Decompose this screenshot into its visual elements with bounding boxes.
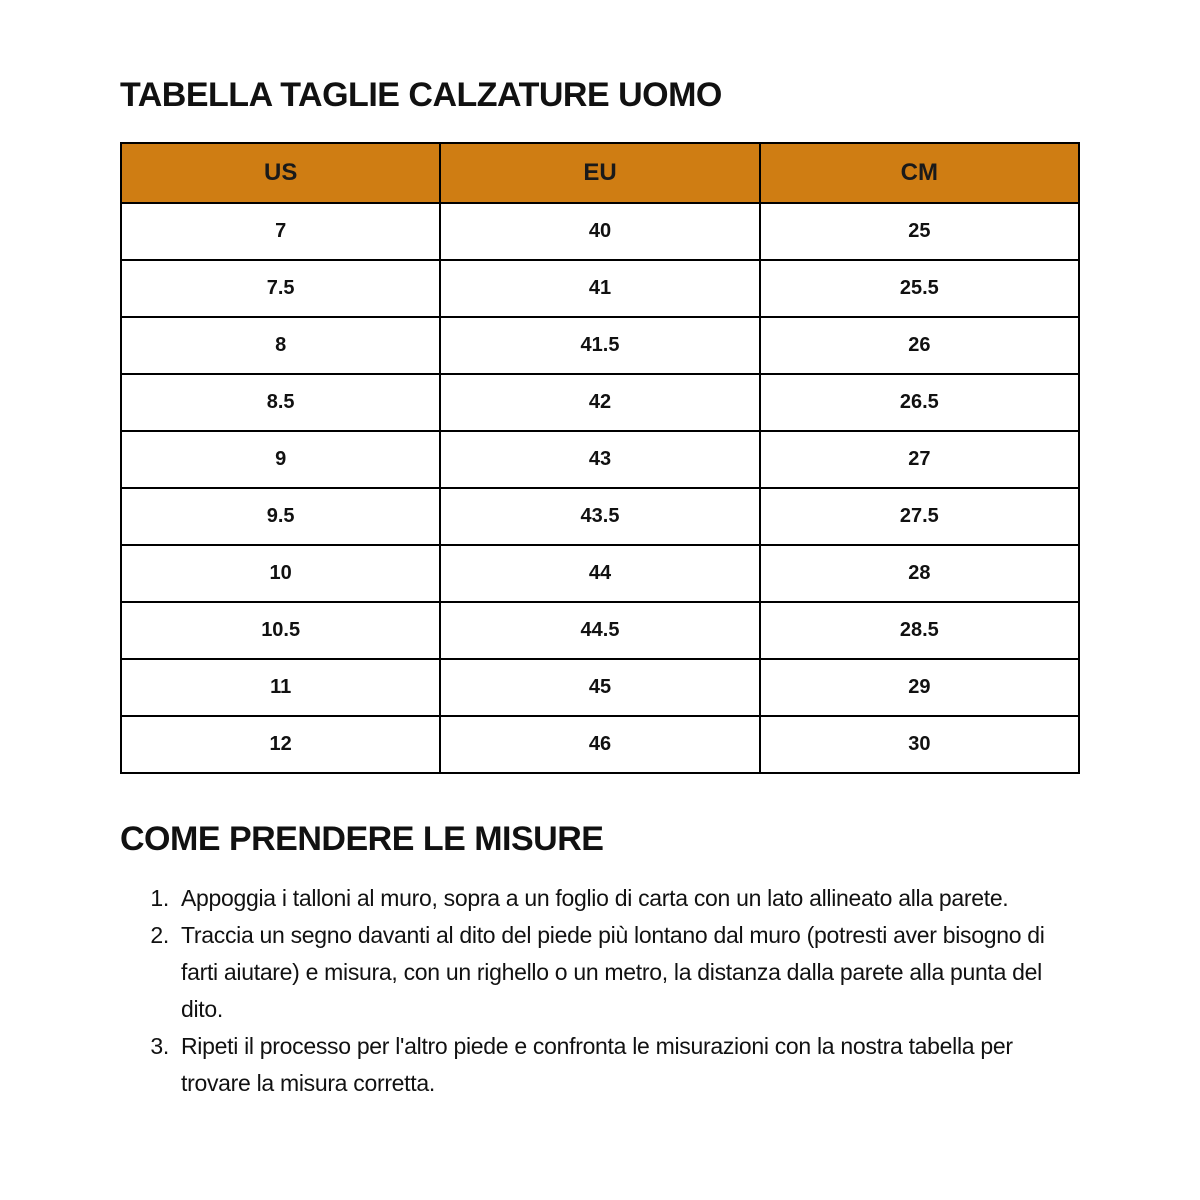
table-cell: 27.5: [760, 488, 1079, 545]
table-cell: 28: [760, 545, 1079, 602]
table-cell: 45: [440, 659, 759, 716]
table-row: [121, 488, 1079, 545]
table-cell: 42: [440, 374, 759, 431]
table-cell: 8.5: [121, 374, 440, 431]
column-header-us: US: [121, 143, 440, 203]
table-cell: 25.5: [760, 260, 1079, 317]
table-cell: 43: [440, 431, 759, 488]
table-cell: 10: [121, 545, 440, 602]
table-cell: 41.5: [440, 317, 759, 374]
table-cell: 7.5: [121, 260, 440, 317]
table-cell: 7: [121, 203, 440, 260]
instructions-list: [120, 880, 1080, 1102]
table-row: [121, 659, 1079, 716]
table-cell: 28.5: [760, 602, 1079, 659]
header-row: [121, 143, 1079, 203]
table-cell: 8: [121, 317, 440, 374]
instruction-step: 1. Appoggia i talloni al muro, sopra a un foglio di carta con un lato allineato alla parete.: [175, 880, 1080, 917]
table-cell: 12: [121, 716, 440, 773]
size-table-body: [121, 203, 1079, 773]
table-cell: 27: [760, 431, 1079, 488]
table-cell: 9: [121, 431, 440, 488]
column-header-cm: CM: [760, 143, 1079, 203]
table-cell: 44.5: [440, 602, 759, 659]
table-cell: 43.5: [440, 488, 759, 545]
table-cell: 29: [760, 659, 1079, 716]
table-row: [121, 602, 1079, 659]
table-row: [121, 431, 1079, 488]
table-row: [121, 317, 1079, 374]
instructions-title: COME PRENDERE LE MISURE: [120, 820, 604, 858]
size-table: [120, 142, 1080, 774]
table-row: [121, 260, 1079, 317]
table-cell: 26: [760, 317, 1079, 374]
table-row: [121, 545, 1079, 602]
table-cell: 40: [440, 203, 759, 260]
instruction-step: 3. Ripeti il processo per l'altro piede e confronta le misurazioni con la nostra tabella per trovare la misura corretta.: [175, 1028, 1080, 1102]
table-cell: 9.5: [121, 488, 440, 545]
table-cell: 26.5: [760, 374, 1079, 431]
table-row: [121, 203, 1079, 260]
column-header-eu: EU: [440, 143, 759, 203]
table-cell: 41: [440, 260, 759, 317]
size-table-title: TABELLA TAGLIE CALZATURE UOMO: [120, 76, 722, 114]
table-cell: 11: [121, 659, 440, 716]
table-cell: 10.5: [121, 602, 440, 659]
size-table-header: [121, 143, 1079, 203]
table-row: [121, 716, 1079, 773]
table-cell: 46: [440, 716, 759, 773]
table-cell: 25: [760, 203, 1079, 260]
instruction-step: 2. Traccia un segno davanti al dito del piede più lontano dal muro (potresti aver bisogno di farti aiutare) e misura, con un righello o un metro, la distanza dalla parete alla punta del dito.: [175, 917, 1080, 1028]
table-cell: 30: [760, 716, 1079, 773]
table-row: [121, 374, 1079, 431]
table-cell: 44: [440, 545, 759, 602]
